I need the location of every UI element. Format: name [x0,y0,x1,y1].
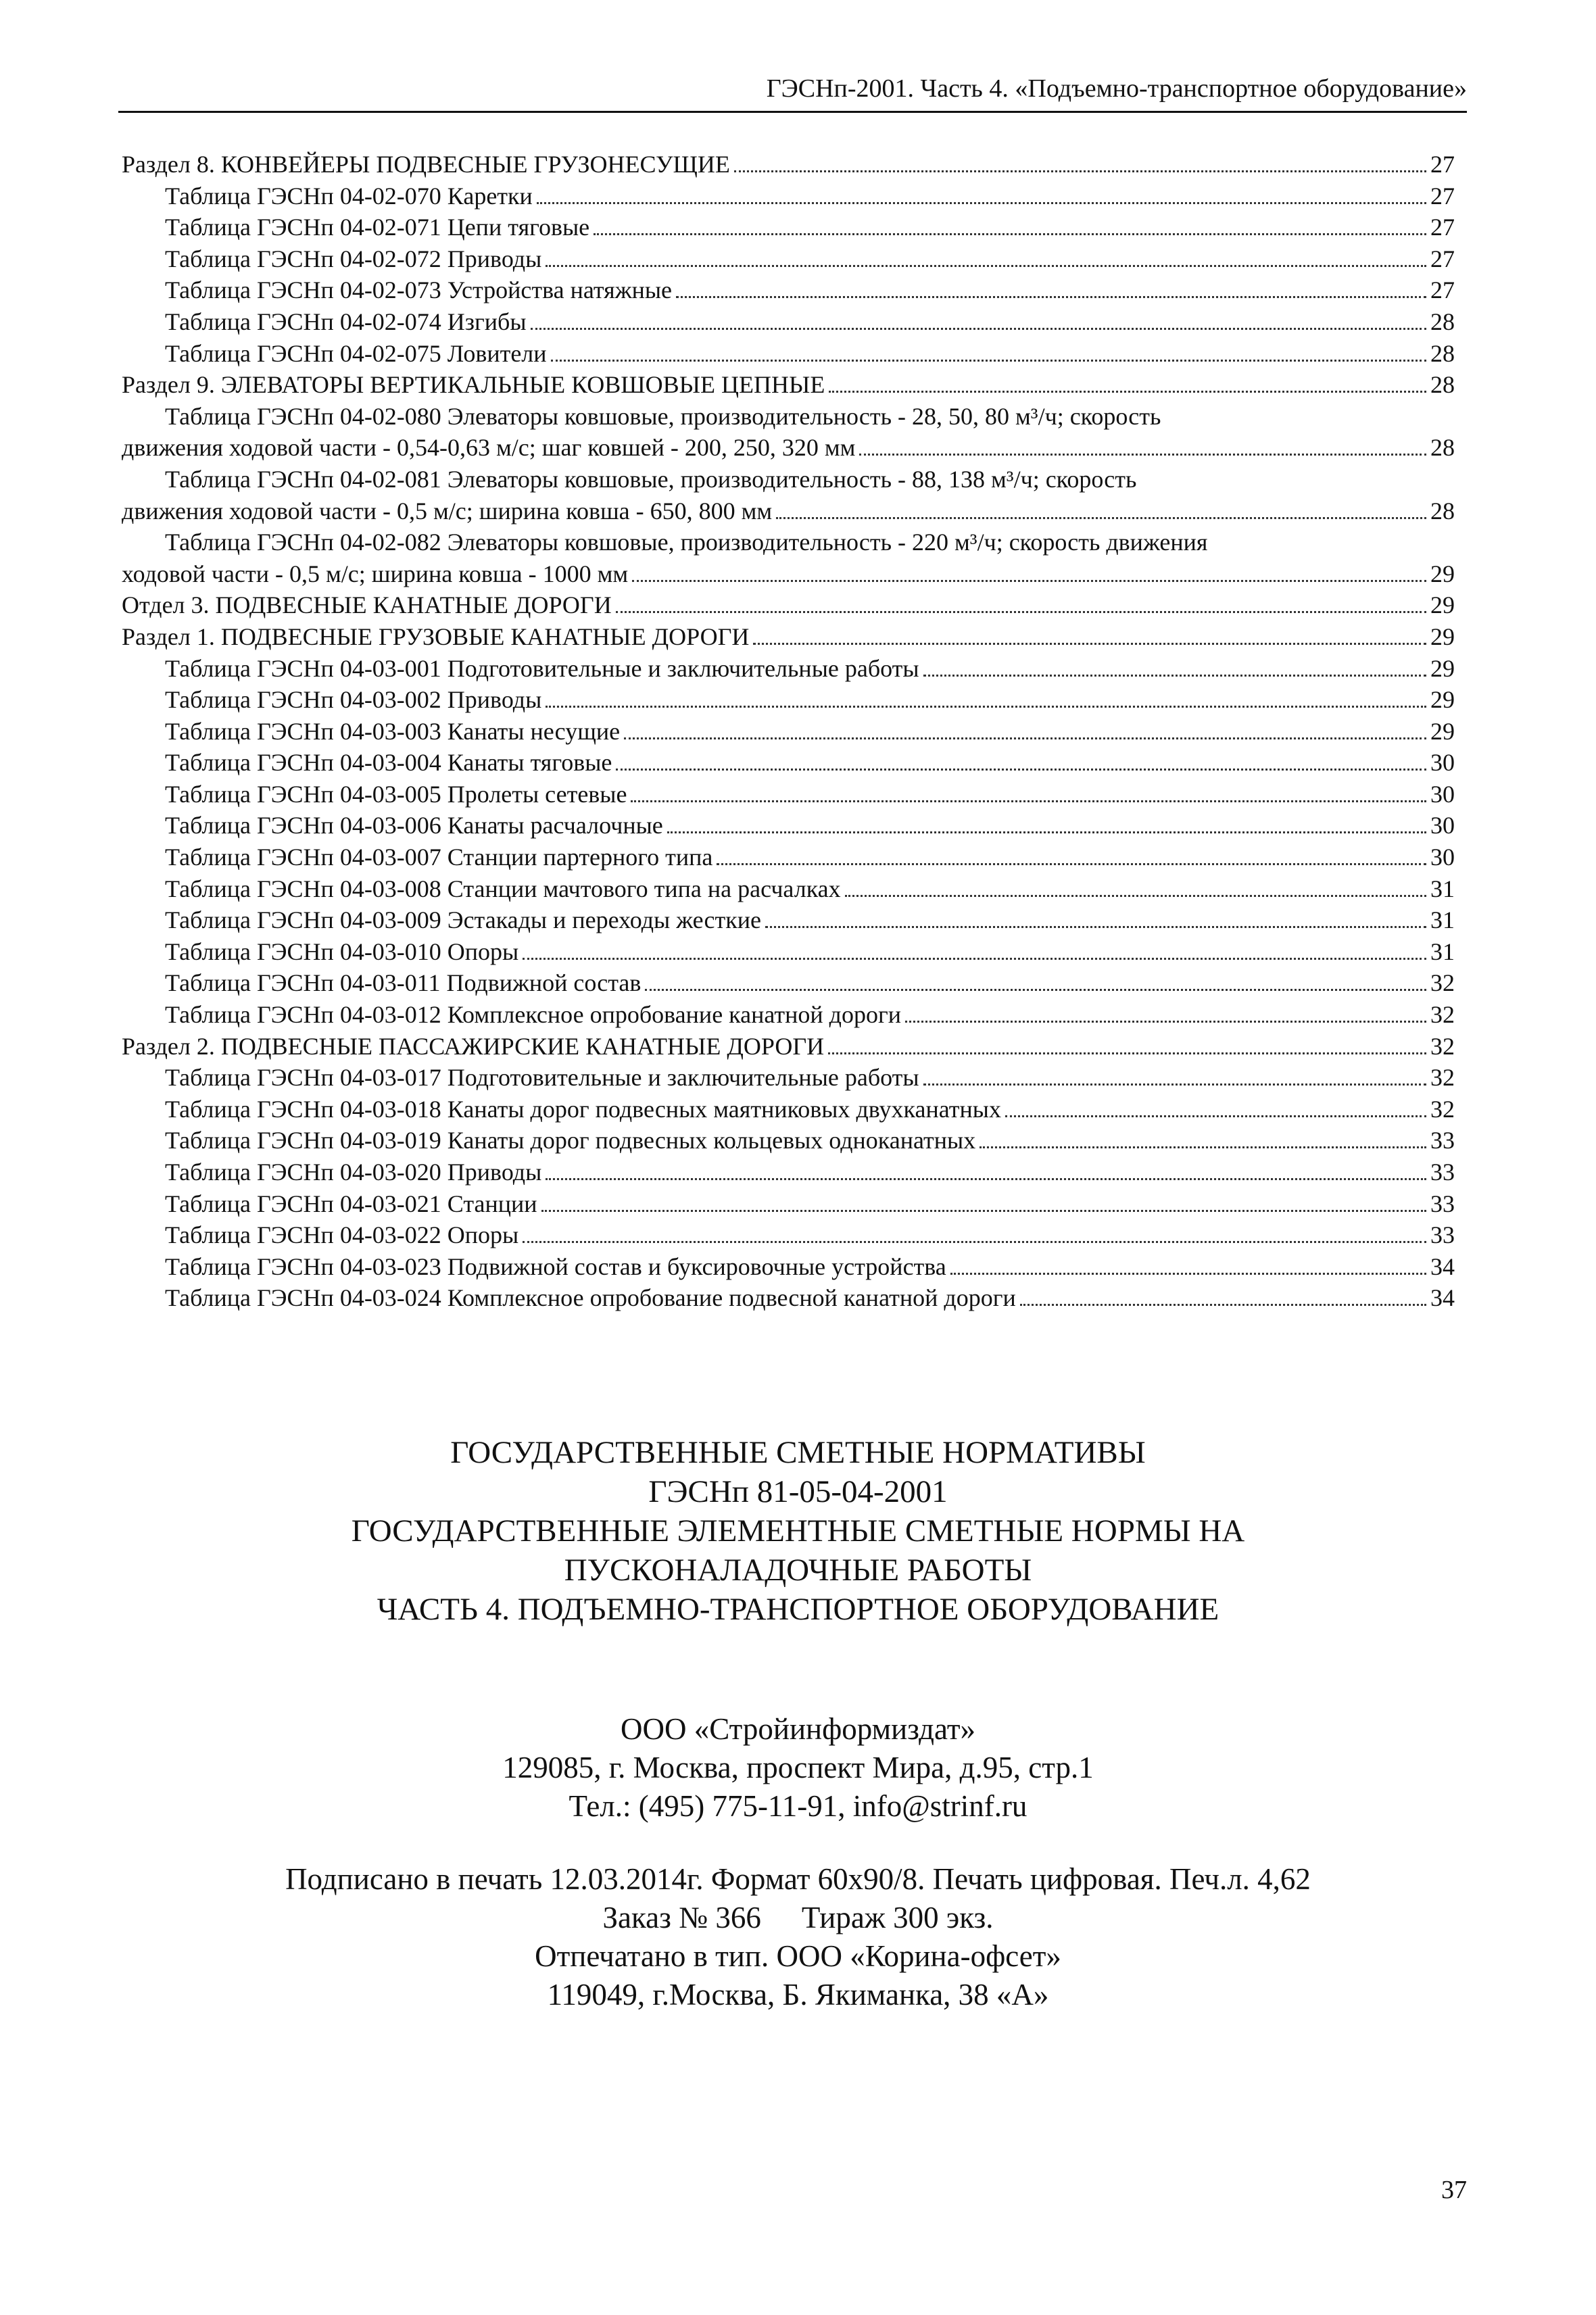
toc-entry-title: Таблица ГЭСНп 04-02-074 Изгибы [165,308,527,335]
toc-entry-title: Раздел 2. ПОДВЕСНЫЕ ПАССАЖИРСКИЕ КАНАТНЫЕ ДОРОГИ [122,1032,825,1060]
toc-entry-title-line: Таблица ГЭСНп 04-02-081 Элеваторы ковшовые, производительность - 88, 138 м³/ч; скорость [165,465,1137,493]
toc-dot-leader [523,1241,1426,1243]
toc-entry-title: Таблица ГЭСНп 04-03-020 Приводы [165,1159,542,1186]
toc-entry-row [165,684,1455,716]
toc-table-entry [122,464,1455,527]
toc-section-entry [122,369,1455,401]
printer-name: Отпечатано в тип. ООО «Корина-офсет» [535,1939,1061,1973]
toc-dot-leader [667,831,1426,833]
toc-entry-row [165,810,1455,842]
toc-dot-leader [632,580,1426,582]
title-block [0,1433,1596,1629]
toc-section-entry [122,149,1455,180]
toc-entry-row [165,653,1455,685]
order-number: Заказ № 366 [602,1901,761,1934]
toc-entry-title: Таблица ГЭСНп 04-03-018 Канаты дорог подвесных маятниковых двухканатных [165,1095,1001,1123]
toc-table-entry [122,1156,1455,1188]
toc-table-entry [122,747,1455,779]
toc-dot-leader [980,1146,1426,1148]
toc-entry-row [165,306,1455,338]
toc-entry-row [122,495,1455,527]
toc-entry-row [122,432,1455,464]
printer-address: 119049, г.Москва, Б. Якиманка, 38 «А» [547,1978,1049,2012]
toc-entry-title: Таблица ГЭСНп 04-03-009 Эстакады и переходы жесткие [165,906,761,934]
printing-info [0,1860,1596,2014]
toc-dot-leader [859,454,1426,456]
toc-dot-leader [905,1021,1426,1023]
toc-section-entry [122,1031,1455,1063]
toc-entry-title: Таблица ГЭСНп 04-03-006 Канаты расчалочные [165,812,663,839]
toc-table-entry [122,338,1455,370]
toc-entry-title: Таблица ГЭСНп 04-02-073 Устройства натяжные [165,276,673,304]
toc-page-number: 32 [1430,1064,1455,1092]
toc-entry-row [165,243,1455,275]
toc-entry-row [122,589,1455,621]
toc-table-entry [122,653,1455,685]
toc-dot-leader [551,360,1426,362]
toc-table-entry [122,1125,1455,1156]
toc-section-entry [122,621,1455,653]
toc-entry-row [122,558,1455,590]
toc-dot-leader [594,233,1426,235]
toc-page-number: 34 [1430,1252,1455,1280]
toc-entry-row [122,621,1455,653]
toc-page-number: 27 [1430,182,1455,210]
toc-entry-row [165,999,1455,1031]
toc-entry-row [165,1188,1455,1220]
toc-entry-row [165,180,1455,212]
toc-dot-leader [829,391,1426,393]
toc-entry-title: Таблица ГЭСНп 04-02-070 Каретки [165,182,533,210]
toc-table-entry [122,967,1455,999]
toc-entry-row [165,1094,1455,1125]
page-number: 37 [1441,2176,1467,2204]
toc-entry-title: Таблица ГЭСНп 04-03-003 Канаты несущие [165,717,621,745]
toc-page-number: 33 [1430,1221,1455,1249]
toc-dot-leader [624,737,1426,739]
toc-dot-leader [717,863,1426,865]
toc-page-number: 28 [1430,371,1455,399]
toc-page-number: 32 [1430,1032,1455,1060]
toc-table-entry [122,1188,1455,1220]
toc-page-number: 29 [1430,654,1455,682]
toc-dot-leader [828,1052,1426,1054]
toc-dot-leader [753,643,1426,645]
toc-page-number: 27 [1430,151,1455,178]
toc-dot-leader [531,328,1426,330]
toc-page-number: 33 [1430,1190,1455,1217]
toc-dot-leader [541,1210,1426,1212]
toc-entry-row [122,1031,1455,1063]
toc-page-number: 28 [1430,434,1455,462]
toc-page-number: 29 [1430,560,1455,587]
publisher-block [0,1710,1596,1826]
toc-page-number: 27 [1430,214,1455,241]
title-line-3: ГОСУДАРСТВЕННЫЕ ЭЛЕМЕНТНЫЕ СМЕТНЫЕ НОРМЫ НА [351,1513,1245,1549]
toc-entry-title: Таблица ГЭСНп 04-02-071 Цепи тяговые [165,214,590,241]
toc-page-number: 29 [1430,623,1455,650]
toc-entry-title-continuation: ходовой части - 0,5 м/с; ширина ковша - 1000 мм [122,560,629,587]
toc-entry-title-continuation: движения ходовой части - 0,54-0,63 м/с; шаг ковшей - 200, 250, 320 мм [122,434,856,462]
toc-table-entry [122,999,1455,1031]
toc-table-entry [122,243,1455,275]
toc-dot-leader [676,296,1426,298]
toc-table-entry [122,1062,1455,1094]
toc-entry-title: Таблица ГЭСНп 04-03-010 Опоры [165,937,519,965]
toc-dot-leader [950,1273,1426,1275]
toc-table-entry [122,936,1455,968]
toc-table-entry [122,527,1455,589]
toc-dot-leader [616,769,1426,771]
toc-entry-title: Таблица ГЭСНп 04-02-075 Ловители [165,339,547,367]
toc-entry-row [122,149,1455,180]
toc-entry-row [165,1219,1455,1251]
publisher-name: ООО «Стройинформиздат» [621,1712,975,1746]
toc-dot-leader [845,895,1426,897]
title-line-2: ГЭСНп 81-05-04-2001 [648,1474,948,1509]
toc-dot-leader [523,958,1426,960]
toc-page-number: 32 [1430,969,1455,997]
toc-table-entry [122,779,1455,810]
toc-page-number: 27 [1430,245,1455,272]
toc-entry-row [165,936,1455,968]
toc-entry-title: Таблица ГЭСНп 04-02-072 Приводы [165,245,542,272]
toc-entry-title: Таблица ГЭСНп 04-03-019 Канаты дорог подвесных кольцевых одноканатных [165,1127,976,1154]
toc-dot-leader [537,202,1426,204]
toc-section-entry [122,589,1455,621]
toc-entry-row [165,1062,1455,1094]
toc-entry-row [165,274,1455,306]
toc-entry-title: Таблица ГЭСНп 04-03-012 Комплексное опробование канатной дороги [165,1001,902,1029]
toc-page-number: 32 [1430,1001,1455,1029]
toc-table-entry [122,873,1455,905]
toc-page-number: 30 [1430,844,1455,871]
toc-dot-leader [1005,1115,1426,1117]
toc-entry-title: Таблица ГЭСНп 04-03-022 Опоры [165,1221,519,1249]
toc-entry-row [165,338,1455,370]
toc-entry-row [165,1282,1455,1314]
toc-table-entry [122,306,1455,338]
toc-page-number: 27 [1430,276,1455,304]
toc-page-number: 30 [1430,749,1455,777]
toc-page-number: 29 [1430,717,1455,745]
title-line-5: ЧАСТЬ 4. ПОДЪЕМНО-ТРАНСПОРТНОЕ ОБОРУДОВАНИЕ [377,1592,1219,1627]
toc-page-number: 28 [1430,339,1455,367]
toc-entry-title: Таблица ГЭСНп 04-03-001 Подготовительные и заключительные работы [165,654,919,682]
toc-entry-title: Таблица ГЭСНп 04-03-002 Приводы [165,686,542,714]
toc-table-entry [122,810,1455,842]
toc-entry-row [122,369,1455,401]
toc-table-entry [122,1094,1455,1125]
toc-entry-row [165,779,1455,810]
toc-entry-row [165,716,1455,748]
publisher-address: 129085, г. Москва, проспект Мира, д.95, стр.1 [502,1751,1094,1784]
toc-entry-title: Таблица ГЭСНп 04-03-008 Станции мачтового типа на расчалках [165,875,841,902]
toc-page-number: 28 [1430,497,1455,525]
toc-entry-title: Таблица ГЭСНп 04-03-024 Комплексное опробование подвесной канатной дороги [165,1284,1016,1312]
toc-page-number: 28 [1430,308,1455,335]
toc-entry-title: Таблица ГЭСНп 04-03-023 Подвижной состав и буксировочные устройства [165,1252,946,1280]
toc-entry-row [165,1251,1455,1283]
toc-entry-title-line: Таблица ГЭСНп 04-02-082 Элеваторы ковшовые, производительность - 220 м³/ч; скорость движения [165,529,1208,556]
toc-page-number: 29 [1430,591,1455,619]
print-run: Тираж 300 экз. [801,1901,994,1934]
toc-dot-leader [765,926,1426,928]
table-of-contents [122,149,1455,1314]
toc-entry-row [165,873,1455,905]
toc-entry-title: Таблица ГЭСНп 04-03-004 Канаты тяговые [165,749,612,777]
toc-dot-leader [631,800,1426,802]
toc-entry-row [165,1125,1455,1156]
toc-entry-title: Таблица ГЭСНп 04-03-005 Пролеты сетевые [165,780,627,808]
toc-table-entry [122,842,1455,873]
toc-page-number: 32 [1430,1095,1455,1123]
toc-entry-row [165,904,1455,936]
toc-page-number: 34 [1430,1284,1455,1312]
toc-page-number: 31 [1430,937,1455,965]
toc-dot-leader [546,265,1426,267]
toc-entry-title: Отдел 3. ПОДВЕСНЫЕ КАНАТНЫЕ ДОРОГИ [122,591,612,619]
toc-dot-leader [546,706,1426,708]
running-header: ГЭСНп-2001. Часть 4. «Подъемно-транспортное оборудование» [118,73,1467,113]
toc-entry-row [165,842,1455,873]
toc-page-number: 33 [1430,1159,1455,1186]
toc-entry-title-continuation: движения ходовой части - 0,5 м/с; ширина ковша - 650, 800 мм [122,497,773,525]
toc-table-entry [122,684,1455,716]
toc-page-number: 31 [1430,906,1455,934]
toc-table-entry [122,904,1455,936]
toc-entry-row [165,967,1455,999]
toc-entry-row [165,747,1455,779]
toc-dot-leader [546,1178,1426,1180]
toc-page-number: 30 [1430,780,1455,808]
toc-dot-leader [923,1083,1426,1086]
toc-page-number: 30 [1430,812,1455,839]
toc-entry-title: Раздел 1. ПОДВЕСНЫЕ ГРУЗОВЫЕ КАНАТНЫЕ ДОРОГИ [122,623,750,650]
toc-dot-leader [1020,1304,1426,1306]
toc-table-entry [122,180,1455,212]
order-run-line [0,1899,1596,1937]
toc-page-number: 31 [1430,875,1455,902]
toc-dot-leader [923,675,1426,677]
title-line-1: ГОСУДАРСТВЕННЫЕ СМЕТНЫЕ НОРМАТИВЫ [450,1435,1146,1470]
toc-entry-title: Раздел 8. КОНВЕЙЕРЫ ПОДВЕСНЫЕ ГРУЗОНЕСУЩИЕ [122,151,730,178]
toc-table-entry [122,274,1455,306]
toc-entry-title: Таблица ГЭСНп 04-03-017 Подготовительные и заключительные работы [165,1064,919,1092]
toc-table-entry [122,716,1455,748]
signed-to-print: Подписано в печать 12.03.2014г. Формат 60х90/8. Печать цифровая. Печ.л. 4,62 [285,1862,1311,1896]
toc-entry-row [165,1156,1455,1188]
toc-table-entry [122,401,1455,464]
toc-table-entry [122,1251,1455,1283]
toc-page-number: 29 [1430,686,1455,714]
toc-entry-title-line: Таблица ГЭСНп 04-02-080 Элеваторы ковшовые, производительность - 28, 50, 80 м³/ч; скорость [165,402,1161,430]
toc-entry-title: Таблица ГЭСНп 04-03-007 Станции партерного типа [165,844,713,871]
toc-dot-leader [776,517,1426,519]
toc-entry-row [165,212,1455,243]
toc-entry-title: Раздел 9. ЭЛЕВАТОРЫ ВЕРТИКАЛЬНЫЕ КОВШОВЫЕ ЦЕПНЫЕ [122,371,825,399]
toc-dot-leader [616,611,1426,613]
toc-table-entry [122,1282,1455,1314]
toc-table-entry [122,1219,1455,1251]
toc-entry-title: Таблица ГЭСНп 04-03-011 Подвижной состав [165,969,642,997]
title-line-4: ПУСКОНАЛАДОЧНЫЕ РАБОТЫ [564,1553,1032,1588]
toc-dot-leader [645,989,1426,991]
publisher-contacts: Тел.: (495) 775-11-91, info@strinf.ru [569,1789,1027,1823]
toc-entry-title: Таблица ГЭСНп 04-03-021 Станции [165,1190,537,1217]
toc-dot-leader [734,170,1426,172]
toc-page-number: 33 [1430,1127,1455,1154]
toc-table-entry [122,212,1455,243]
